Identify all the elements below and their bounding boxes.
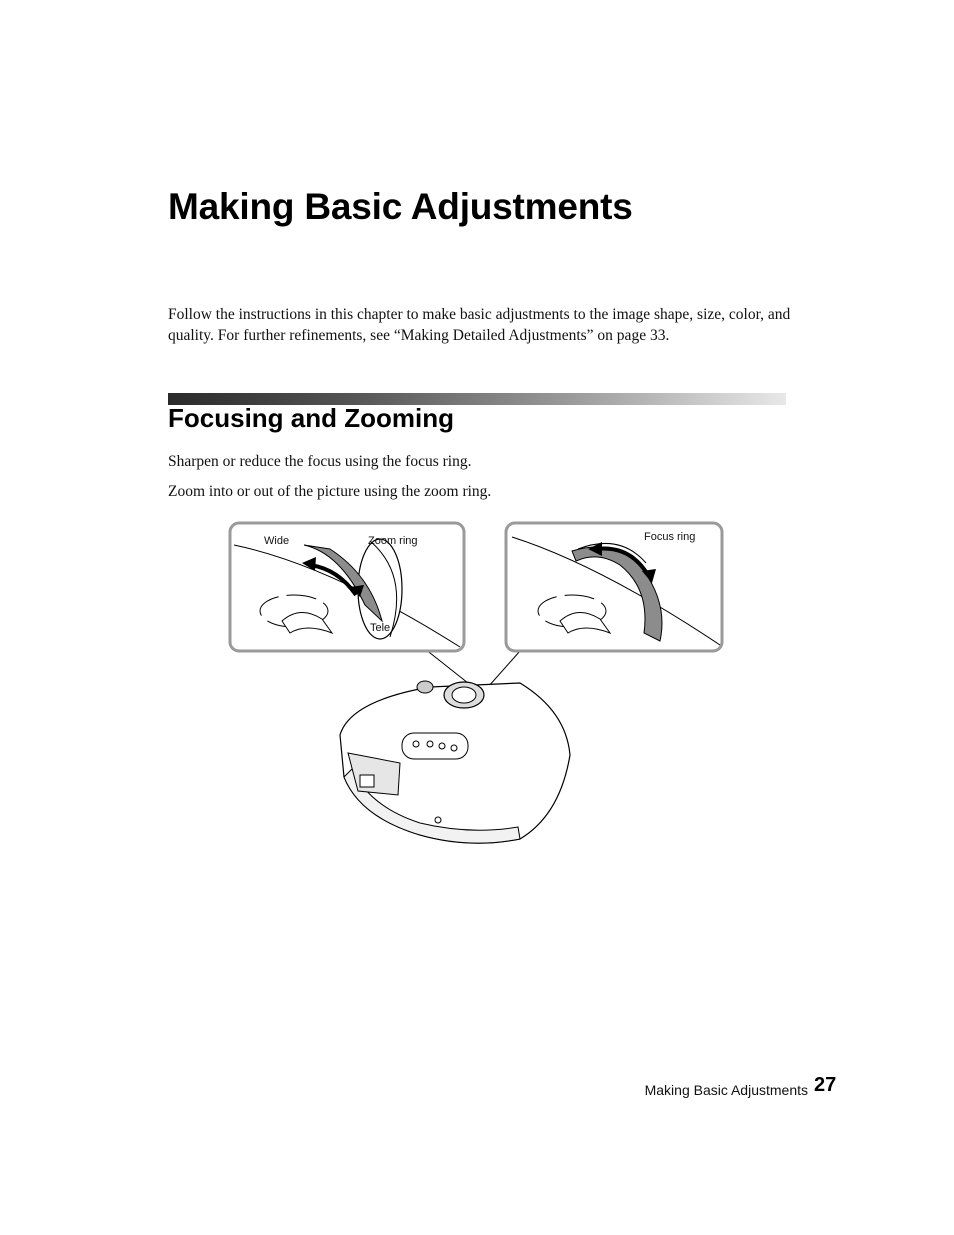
section-title: Focusing and Zooming: [168, 403, 454, 433]
zoom-ring-label: Zoom ring: [368, 535, 418, 547]
intro-paragraph: Follow the instructions in this chapter to make basic adjustments to the image shape, size, color, and quality. For further refinements, see “Making Detailed Adjustments” on page 33.: [168, 306, 791, 344]
projector-body: [340, 681, 570, 843]
projector-illustration: [220, 515, 730, 855]
footer-chapter-title: Making Basic Adjustments: [644, 1082, 808, 1098]
zoom-callout-line: [425, 649, 468, 683]
chapter-title: Making Basic Adjustments: [168, 186, 633, 227]
focus-ring-label: Focus ring: [644, 531, 696, 543]
zoom-instruction: Zoom into or out of the picture using the zoom ring.: [168, 483, 492, 500]
tele-label: Tele: [370, 622, 391, 634]
focus-instruction: Sharpen or reduce the focus using the focus ring.: [168, 453, 472, 470]
projector-lens-figure: [220, 515, 730, 855]
focus-callout-line: [488, 651, 520, 687]
wide-label: Wide: [264, 535, 290, 547]
page-number: 27: [814, 1074, 837, 1096]
